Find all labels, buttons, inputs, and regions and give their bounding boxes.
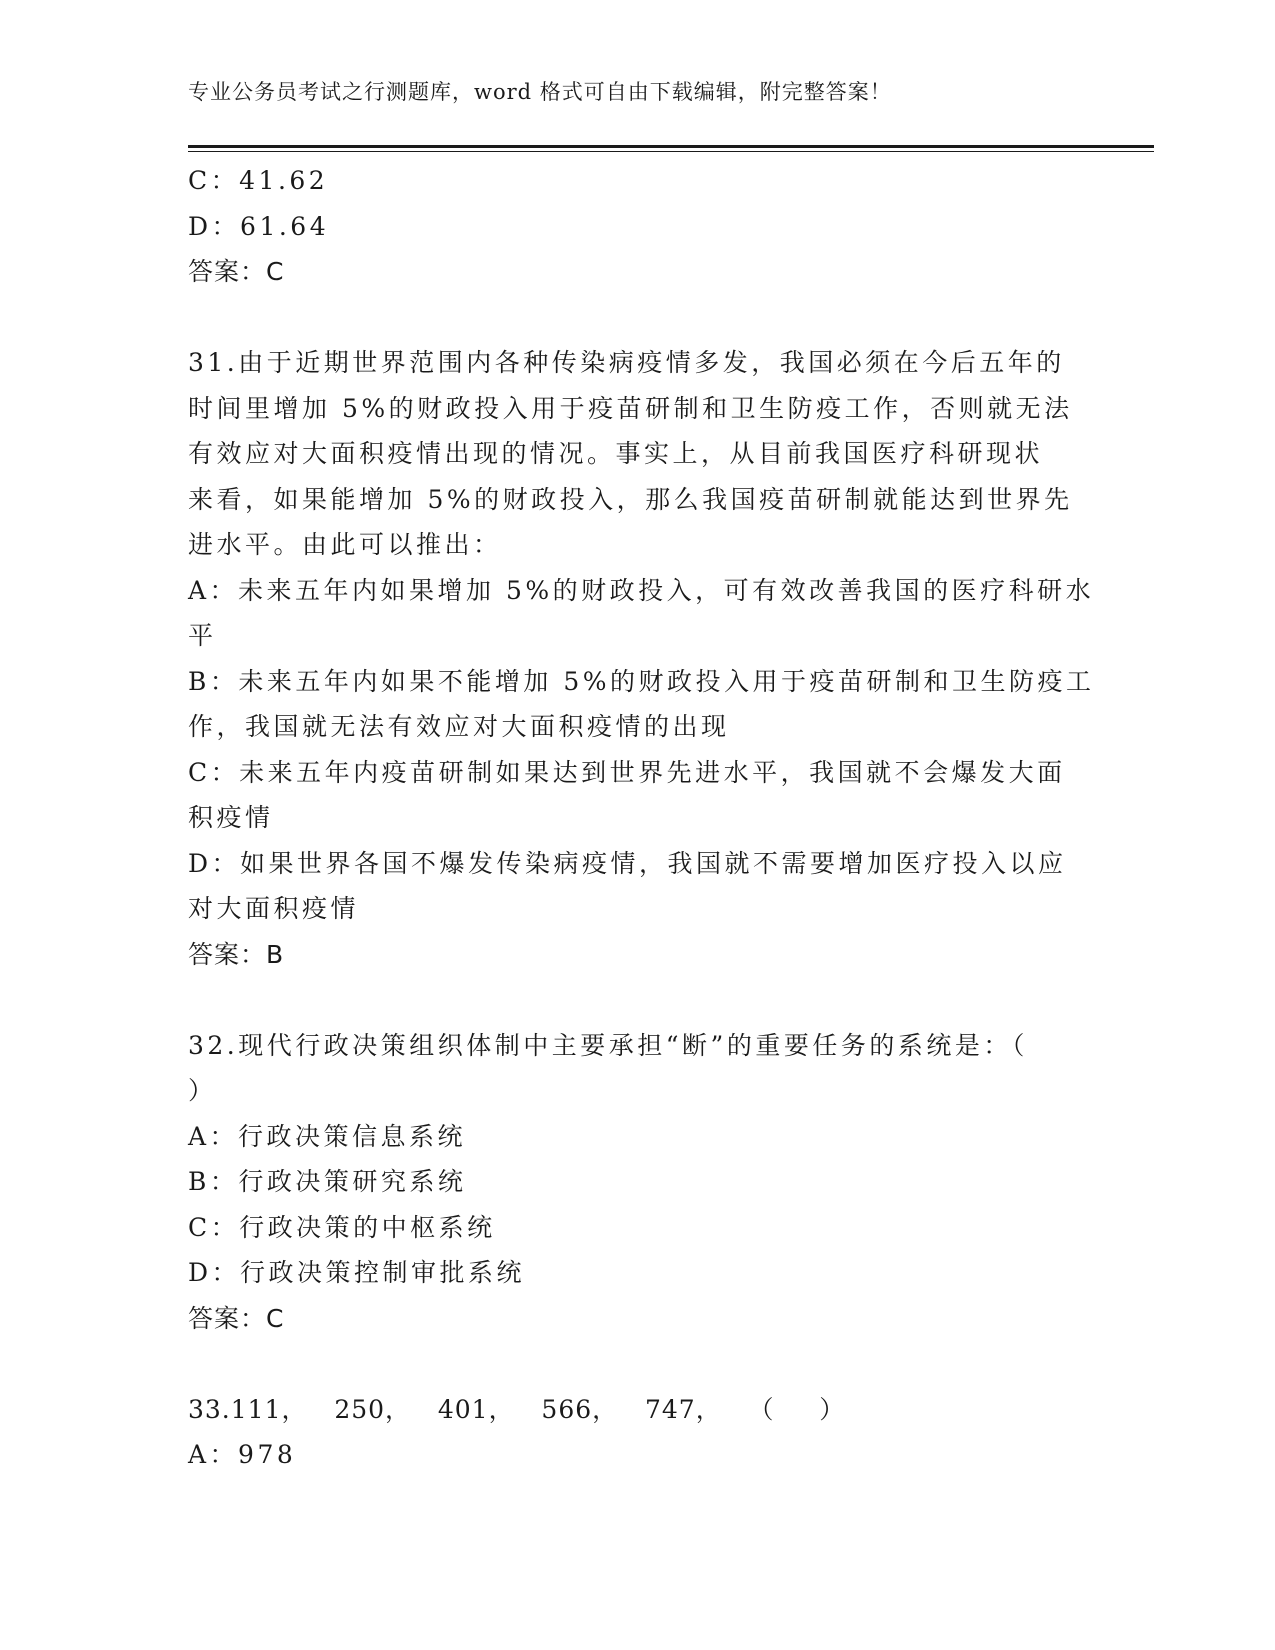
question-32 xyxy=(188,1023,1088,1342)
option-a: A：978 xyxy=(188,1440,297,1469)
page-header: 专业公务员考试之行测题库，word 格式可自由下载编辑，附完整答案！ xyxy=(188,80,892,104)
option-b: B：未来五年内如果不能增加 5%的财政投入用于疫苗研制和卫生防疫工 xyxy=(188,666,1095,696)
question-stem-line: 33.111， 250， 401， 566， 747， （ ） xyxy=(188,1394,846,1424)
header-rule-thin xyxy=(188,151,1154,152)
question-stem-line: 进水平。由此可以推出： xyxy=(188,530,502,559)
option-a: A：未来五年内如果增加 5%的财政投入，可有效改善我国的医疗科研水 xyxy=(188,575,1095,605)
question-30-tail xyxy=(188,158,1088,295)
option-d: D：如果世界各国不爆发传染病疫情，我国就不需要增加医疗投入以应 xyxy=(188,848,1067,878)
option-d: D：行政决策控制审批系统 xyxy=(188,1258,526,1287)
spacer xyxy=(188,295,1088,341)
question-stem-line: 时间里增加 5%的财政投入用于疫苗研制和卫生防疫工作，否则就无法 xyxy=(188,393,1073,423)
option-a: A：行政决策信息系统 xyxy=(188,1121,467,1151)
question-31 xyxy=(188,340,1095,977)
answer-line: 答案：C xyxy=(188,257,285,286)
spacer xyxy=(188,977,1088,1023)
option-b-cont: 作，我国就无法有效应对大面积疫情的出现 xyxy=(188,712,730,741)
question-stem-line: 有效应对大面积疫情出现的情况。事实上，从目前我国医疗科研现状 xyxy=(188,439,1044,468)
option-d: D：61.64 xyxy=(188,211,330,241)
document-body xyxy=(188,158,1095,1478)
option-c-cont: 积疫情 xyxy=(188,803,274,832)
option-a-cont: 平 xyxy=(188,621,217,650)
option-c: C：41.62 xyxy=(188,166,329,195)
question-33 xyxy=(188,1387,1088,1478)
header-rule-thick xyxy=(188,145,1154,148)
answer-line: 答案：B xyxy=(188,939,285,969)
spacer xyxy=(188,1341,1088,1387)
question-stem-line: 来看，如果能增加 5%的财政投入，那么我国疫苗研制就能达到世界先 xyxy=(188,484,1073,514)
question-stem-line: 31.由于近期世界范围内各种传染病疫情多发，我国必须在今后五年的 xyxy=(188,348,1065,377)
option-b: B：行政决策研究系统 xyxy=(188,1167,467,1196)
option-c: C：未来五年内疫苗研制如果达到世界先进水平，我国就不会爆发大面 xyxy=(188,757,1066,787)
question-stem-line: 32.现代行政决策组织体制中主要承担“断”的重要任务的系统是：（ xyxy=(188,1030,1028,1060)
answer-line: 答案：C xyxy=(188,1303,285,1333)
option-d-cont: 对大面积疫情 xyxy=(188,894,360,923)
question-stem-line: ） xyxy=(188,1076,217,1105)
option-c: C：行政决策的中枢系统 xyxy=(188,1212,496,1242)
